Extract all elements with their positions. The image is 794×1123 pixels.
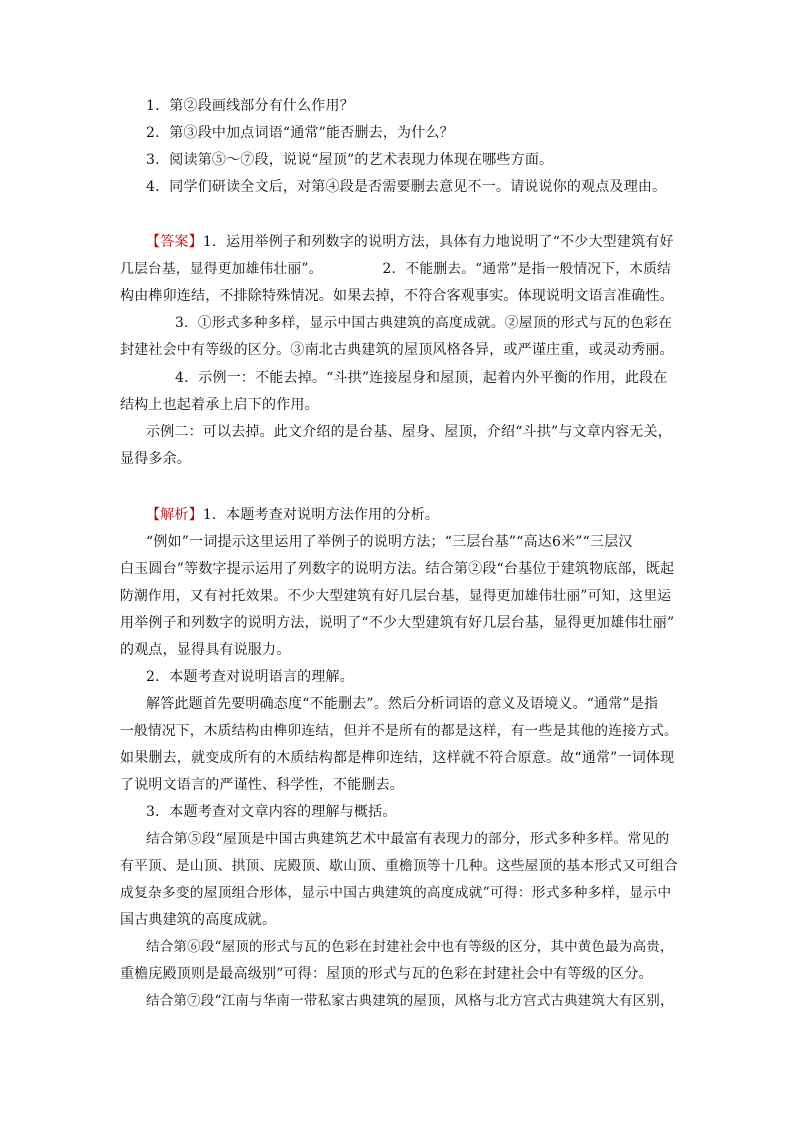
analysis-line-12: 3．本题考查对文章内容的理解与概括。 — [146, 804, 397, 820]
analysis-line-14: 有平顶、是山顶、拱顶、庑殿顶、歇山顶、重檐顶等十几种。这些屋顶的基本形式又可组合 — [120, 858, 679, 874]
analysis-line-5: 用举例子和列数字的说明方法，说明了“不少大型建筑有好几层台基，显得更加雄伟壮丽” — [120, 615, 675, 631]
analysis-tag: 【解析】 — [146, 507, 203, 523]
analysis-line-16: 国古典建筑的高度成就。 — [120, 912, 277, 928]
analysis-text-1: 1．本题考查对说明方法作用的分析。 — [202, 507, 440, 523]
question-1: 1．第②段画线部分有什么作用？ — [146, 98, 354, 114]
analysis-line-13: 结合第⑤段“屋顶是中国古典建筑艺术中最富有表现力的部分，形式多种多样。常见的 — [146, 831, 670, 847]
analysis-line-1 — [146, 505, 678, 525]
analysis-line-10: 如果删去，就变成所有的木质结构都是榫卯连结，这样就不符合原意。故“通常”一词体现 — [120, 750, 675, 766]
analysis-line-7: 2．本题考查对说明语言的理解。 — [146, 669, 354, 685]
analysis-line-11: 了说明文语言的严谨性、科学性，不能删去。 — [120, 777, 404, 793]
analysis-line-4: 防潮作用，又有衬托效果。不少大型建筑有好几层台基，显得更加雄伟壮丽”可知，这里运 — [120, 588, 672, 604]
analysis-line-19: 结合第⑦段“江南与华南一带私家古典建筑的屋顶，风格与北方宫式古典建筑大有区别， — [146, 993, 674, 1009]
answer-line-8: 示例二：可以去掉。此文介绍的是台基、屋身、屋顶，介绍“斗拱”与文章内容无关， — [146, 424, 672, 440]
analysis-line-6: 的观点，显得具有说服力。 — [120, 642, 291, 658]
answer-line-3: 构由榫卯连结，不排除特殊情况。如果去掉，不符合客观事实。体现说明文语言准确性。 — [120, 288, 674, 304]
answer-line-1 — [146, 232, 678, 252]
analysis-line-3: 白玉圆台”等数字提示运用了列数字的说明方法。结合第②段“台基位于建筑物底部，既起 — [120, 561, 675, 577]
analysis-line-18: 重檐庑殿顶则是最高级别”可得：屋顶的形式与瓦的色彩在封建社会中有等级的区分。 — [120, 966, 653, 982]
answer-text-2b: 2．不能删去。“通常”是指一般情况下，木质结 — [382, 261, 671, 277]
answer-text-2a: 几层台基，显得更加雄伟壮丽”。 — [120, 261, 323, 277]
answer-line-6: 4．示例一：不能去掉。“斗拱”连接屋身和屋顶，起着内外平衡的作用，此段在 — [175, 370, 668, 386]
answer-line-4: 3．①形式多种多样，显示中国古典建筑的高度成就。②屋顶的形式与瓦的色彩在 — [175, 315, 673, 331]
answer-line-7: 结构上也起着承上启下的作用。 — [120, 397, 319, 413]
analysis-line-9: 一般情况下，木质结构由榫卯连结，但并不是所有的都是这样，有一些是其他的连接方式。 — [120, 723, 679, 739]
analysis-line-15: 成复杂多变的屋顶组合形体，显示中国古典建筑的高度成就”可得：形式多种多样，显示中 — [120, 885, 672, 901]
answer-line-2 — [120, 259, 678, 279]
analysis-line-17: 结合第⑥段“屋顶的形式与瓦的色彩在封建社会中也有等级的区分，其中黄色最为高贵， — [146, 939, 674, 955]
question-3: 3．阅读第⑤～⑦段，说说“屋顶”的艺术表现力体现在哪些方面。 — [146, 152, 554, 168]
question-4: 4．同学们研读全文后，对第④段是否需要删去意见不一。请说说你的观点及理由。 — [146, 179, 667, 195]
answer-line-5: 封建社会中有等级的区分。③南北古典建筑的屋顶风格各异，或严谨庄重，或灵动秀丽。 — [120, 342, 674, 358]
answer-tag: 【答案】 — [146, 234, 203, 250]
answer-text-1: 1．运用举例子和列数字的说明方法，具体有力地说明了“不少大型建筑有好 — [202, 234, 674, 250]
question-2: 2．第③段中加点词语“通常”能否删去，为什么？ — [146, 125, 454, 141]
analysis-line-8: 解答此题首先要明确态度“不能删去”。然后分析词语的意义及语境义。“通常”是指 — [146, 696, 659, 712]
answer-line-9: 显得多余。 — [120, 451, 191, 467]
analysis-line-2: “例如”一词提示这里运用了举例子的说明方法；“三层台基”“高达6米”“三层汉 — [146, 534, 633, 550]
